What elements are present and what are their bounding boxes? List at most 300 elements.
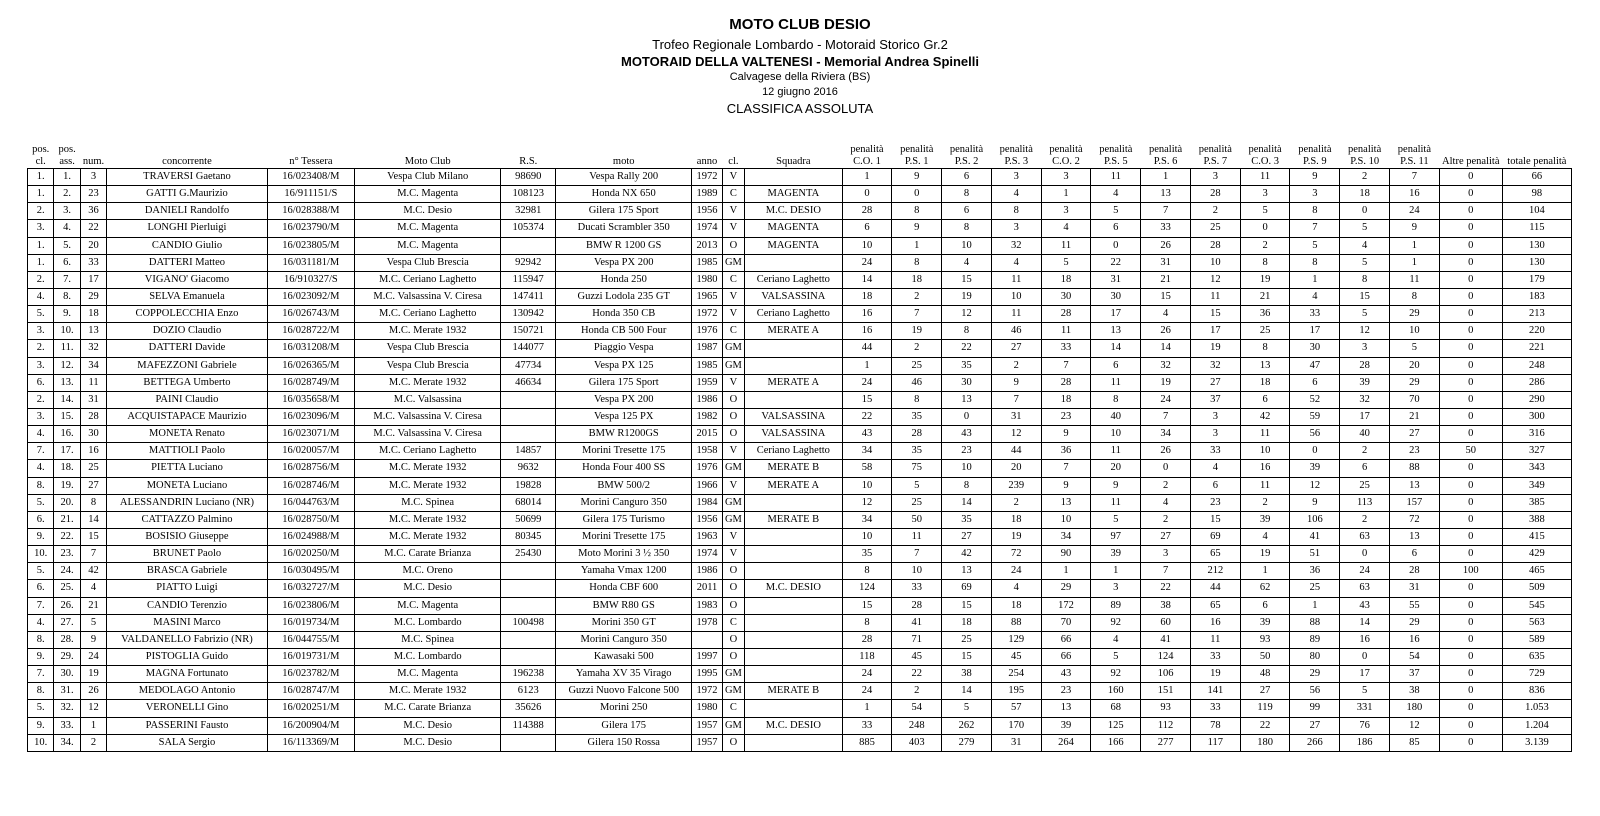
table-cell: 3 <box>1190 426 1240 443</box>
table-cell: 12 <box>1290 477 1340 494</box>
table-cell: 3 <box>1290 186 1340 203</box>
table-cell: 0 <box>1439 460 1502 477</box>
table-cell: 35 <box>942 511 992 528</box>
table-row <box>28 563 1572 580</box>
table-cell: ALESSANDRIN Luciano (NR) <box>107 494 267 511</box>
table-cell: 8 <box>80 494 106 511</box>
table-cell: 17 <box>1190 323 1240 340</box>
table-cell <box>501 563 556 580</box>
table-cell: 78 <box>1190 717 1240 734</box>
table-cell: 92 <box>1091 666 1141 683</box>
table-row <box>28 631 1572 648</box>
table-cell <box>501 631 556 648</box>
table-cell: 13 <box>942 563 992 580</box>
table-cell: 59 <box>1290 408 1340 425</box>
table-cell: 16. <box>54 426 80 443</box>
trophy-subtitle: Trofeo Regionale Lombardo - Motoraid Storico Gr.2 <box>652 37 948 52</box>
table-cell: Honda 250 <box>556 271 692 288</box>
table-cell: 27 <box>991 340 1041 357</box>
table-cell: 28. <box>54 631 80 648</box>
table-cell: 27 <box>1240 683 1290 700</box>
table-cell: 179 <box>1502 271 1571 288</box>
table-cell: 6 <box>1390 546 1440 563</box>
table-cell: M.C. Desio <box>355 580 501 597</box>
table-cell: 9 <box>1041 477 1091 494</box>
table-cell: 90 <box>1041 546 1091 563</box>
table-cell: 35 <box>892 408 942 425</box>
table-cell: 1 <box>1041 563 1091 580</box>
table-cell: 31 <box>991 408 1041 425</box>
table-cell: 43 <box>842 426 892 443</box>
table-cell: MERATE B <box>745 683 843 700</box>
table-cell: 17 <box>1340 408 1390 425</box>
table-cell: 35 <box>842 546 892 563</box>
table-cell: 24 <box>1390 203 1440 220</box>
table-cell: V <box>722 477 744 494</box>
table-cell: MAGENTA <box>745 237 843 254</box>
column-header: anno <box>692 138 722 169</box>
table-cell: 5 <box>1340 220 1390 237</box>
table-cell: 4. <box>28 614 54 631</box>
table-cell: 290 <box>1502 391 1571 408</box>
table-cell: 2 <box>1190 203 1240 220</box>
table-cell: 32 <box>80 340 106 357</box>
table-cell: MASINI Marco <box>107 614 267 631</box>
table-cell: 47 <box>1290 357 1340 374</box>
table-cell: 0 <box>1439 700 1502 717</box>
table-cell: 248 <box>1502 357 1571 374</box>
table-row <box>28 288 1572 305</box>
table-cell: 8. <box>28 477 54 494</box>
table-cell: 10 <box>1041 511 1091 528</box>
table-cell: Vespa Club Brescia <box>355 357 501 374</box>
table-cell: 35 <box>942 357 992 374</box>
table-cell: 0 <box>1439 631 1502 648</box>
table-cell: 80345 <box>501 528 556 545</box>
table-cell: GM <box>722 494 744 511</box>
table-cell: 12 <box>1390 717 1440 734</box>
table-cell <box>745 254 843 271</box>
table-cell: 18 <box>842 288 892 305</box>
table-cell: Vespa Rally 200 <box>556 169 692 186</box>
table-cell: Morini Tresette 175 <box>556 528 692 545</box>
table-cell: 92 <box>1091 614 1141 631</box>
table-cell: 34 <box>80 357 106 374</box>
table-cell: BRASCA Gabriele <box>107 563 267 580</box>
table-cell: 29. <box>54 648 80 665</box>
table-cell: 50699 <box>501 511 556 528</box>
table-cell: 1985 <box>692 254 722 271</box>
table-cell: 9 <box>1390 220 1440 237</box>
table-cell: Gilera 175 <box>556 717 692 734</box>
table-cell: 170 <box>991 717 1041 734</box>
table-cell: 7 <box>991 391 1041 408</box>
table-cell: MERATE B <box>745 511 843 528</box>
table-cell: 6. <box>28 374 54 391</box>
table-row <box>28 203 1572 220</box>
table-cell: 33 <box>1141 220 1191 237</box>
table-cell: 5 <box>1340 254 1390 271</box>
table-cell: O <box>722 563 744 580</box>
table-cell: 80 <box>1290 648 1340 665</box>
table-cell: 11 <box>1091 443 1141 460</box>
table-cell: 343 <box>1502 460 1571 477</box>
table-cell: 18 <box>991 511 1041 528</box>
table-cell: 41 <box>1141 631 1191 648</box>
table-cell: MAFEZZONI Gabriele <box>107 357 267 374</box>
table-cell: 2 <box>1240 494 1290 511</box>
table-cell: 16/023806/M <box>267 597 354 614</box>
table-cell: O <box>722 237 744 254</box>
table-cell: 39 <box>1091 546 1141 563</box>
table-cell: 8 <box>892 203 942 220</box>
table-cell: 24 <box>842 254 892 271</box>
table-cell: 129 <box>991 631 1041 648</box>
table-cell: 11 <box>1091 374 1141 391</box>
table-cell: 212 <box>1190 563 1240 580</box>
table-cell: GM <box>722 460 744 477</box>
table-cell: Ceriano Laghetto <box>745 271 843 288</box>
table-cell: V <box>722 443 744 460</box>
table-cell: MERATE A <box>745 323 843 340</box>
table-cell: 12 <box>1340 323 1390 340</box>
table-cell: 4 <box>80 580 106 597</box>
table-cell: 8 <box>1340 271 1390 288</box>
table-cell: 11 <box>1091 494 1141 511</box>
table-cell: 3 <box>1041 203 1091 220</box>
table-cell: MAGNA Fortunato <box>107 666 267 683</box>
table-cell: 5 <box>80 614 106 631</box>
table-cell: 16/020057/M <box>267 443 354 460</box>
table-cell: 15 <box>942 648 992 665</box>
table-cell: 13 <box>1390 528 1440 545</box>
table-row <box>28 511 1572 528</box>
table-cell: 33 <box>842 717 892 734</box>
table-cell: 34 <box>842 443 892 460</box>
table-cell: 15 <box>842 391 892 408</box>
table-cell: Ducati Scrambler 350 <box>556 220 692 237</box>
table-cell: Vespa Club Milano <box>355 169 501 186</box>
table-cell: M.C. Merate 1932 <box>355 374 501 391</box>
table-cell: 36 <box>1240 306 1290 323</box>
table-cell: 10 <box>1091 426 1141 443</box>
table-cell: 5 <box>1340 306 1390 323</box>
table-cell: M.C. Magenta <box>355 666 501 683</box>
table-cell: 1 <box>892 237 942 254</box>
table-cell: 10 <box>1240 443 1290 460</box>
table-cell: 2 <box>991 494 1041 511</box>
table-cell <box>745 340 843 357</box>
table-cell: 36 <box>80 203 106 220</box>
event-title: MOTORAID DELLA VALTENESI - Memorial Andrea Spinelli <box>620 54 979 69</box>
table-cell: 52 <box>1290 391 1340 408</box>
table-cell: 42 <box>942 546 992 563</box>
table-row <box>28 597 1572 614</box>
table-cell <box>745 734 843 751</box>
table-cell: 0 <box>1439 254 1502 271</box>
table-cell: 9 <box>991 374 1041 391</box>
table-cell: Vespa 125 PX <box>556 408 692 425</box>
table-cell: 2 <box>991 357 1041 374</box>
table-cell: 5. <box>28 306 54 323</box>
table-cell: 16/028746/M <box>267 477 354 494</box>
table-cell <box>745 494 843 511</box>
table-cell: 254 <box>991 666 1041 683</box>
table-cell: 11. <box>54 340 80 357</box>
table-cell: 1. <box>28 237 54 254</box>
table-cell: 45 <box>991 648 1041 665</box>
table-cell: 12. <box>54 357 80 374</box>
column-header: moto <box>556 138 692 169</box>
table-cell: 32 <box>1141 357 1191 374</box>
column-header: pos. cl. <box>28 138 54 169</box>
table-cell: 26. <box>54 597 80 614</box>
table-cell: 7. <box>28 443 54 460</box>
table-cell: 1986 <box>692 391 722 408</box>
table-cell: 7 <box>1141 408 1191 425</box>
table-cell: 29 <box>80 288 106 305</box>
table-cell: 93 <box>1240 631 1290 648</box>
table-cell: C <box>722 614 744 631</box>
table-cell: 20 <box>1091 460 1141 477</box>
table-cell: 7 <box>1290 220 1340 237</box>
table-cell <box>501 391 556 408</box>
table-row <box>28 323 1572 340</box>
table-cell: 1966 <box>692 477 722 494</box>
column-header: penalità P.S. 7 <box>1190 138 1240 169</box>
table-cell: 6 <box>942 169 992 186</box>
table-cell: 16/023408/M <box>267 169 354 186</box>
table-cell: 16/035658/M <box>267 391 354 408</box>
table-cell: 124 <box>842 580 892 597</box>
table-cell: 31 <box>1141 254 1191 271</box>
table-cell: 63 <box>1340 528 1390 545</box>
table-cell: 0 <box>1439 648 1502 665</box>
table-cell: 48 <box>1240 666 1290 683</box>
table-cell: 54 <box>892 700 942 717</box>
column-header: pos. ass. <box>54 138 80 169</box>
table-row <box>28 494 1572 511</box>
table-cell: 10 <box>1190 254 1240 271</box>
table-cell: BMW R 1200 GS <box>556 237 692 254</box>
table-cell: 0 <box>1141 460 1191 477</box>
table-cell: 15 <box>942 271 992 288</box>
table-cell: 27. <box>54 614 80 631</box>
table-cell: 28 <box>1041 306 1091 323</box>
table-cell: V <box>722 203 744 220</box>
table-cell: 6 <box>1340 460 1390 477</box>
table-cell: 7. <box>54 271 80 288</box>
table-cell: 239 <box>991 477 1041 494</box>
table-cell: 3.139 <box>1502 734 1571 751</box>
table-cell: 75 <box>892 460 942 477</box>
table-cell: 41 <box>892 614 942 631</box>
table-cell: 10 <box>1390 323 1440 340</box>
table-cell: 1.204 <box>1502 717 1571 734</box>
table-cell: 10. <box>54 323 80 340</box>
table-cell: 5 <box>1290 237 1340 254</box>
table-cell: 7 <box>1141 563 1191 580</box>
table-cell: 7 <box>1041 357 1091 374</box>
column-header: penalità P.S. 5 <box>1091 138 1141 169</box>
table-cell: 16 <box>1390 186 1440 203</box>
table-cell: 10 <box>942 237 992 254</box>
table-cell: 1983 <box>692 597 722 614</box>
table-cell: 23 <box>1041 408 1091 425</box>
table-cell: 125 <box>1091 717 1141 734</box>
table-cell: 39 <box>1041 717 1091 734</box>
table-cell: 166 <box>1091 734 1141 751</box>
table-cell: Vespa Club Brescia <box>355 340 501 357</box>
table-cell: 6 <box>1091 357 1141 374</box>
table-cell: 8 <box>1240 254 1290 271</box>
table-cell: 16/019734/M <box>267 614 354 631</box>
table-cell: V <box>722 546 744 563</box>
table-cell: 0 <box>1439 408 1502 425</box>
table-cell: 12 <box>942 306 992 323</box>
table-cell: 18 <box>80 306 106 323</box>
table-cell: 33 <box>1041 340 1091 357</box>
table-cell: PIATTO Luigi <box>107 580 267 597</box>
table-cell: 24 <box>1340 563 1390 580</box>
table-cell: 25 <box>1190 220 1240 237</box>
table-row <box>28 666 1572 683</box>
table-cell: M.C. Ceriano Laghetto <box>355 443 501 460</box>
table-cell: 26 <box>1141 323 1191 340</box>
table-cell: 28 <box>842 631 892 648</box>
column-header: concorrente <box>107 138 267 169</box>
table-cell: 27 <box>1141 528 1191 545</box>
table-cell: 5 <box>892 477 942 494</box>
table-cell: 11 <box>1190 288 1240 305</box>
table-cell: 16/019731/M <box>267 648 354 665</box>
table-cell: 8 <box>842 614 892 631</box>
table-cell: M.C. DESIO <box>745 717 843 734</box>
table-cell: 20 <box>991 460 1041 477</box>
table-cell: 19 <box>991 528 1041 545</box>
table-cell: 17 <box>1091 306 1141 323</box>
table-cell: VERONELLI Gino <box>107 700 267 717</box>
table-cell: 8 <box>942 186 992 203</box>
table-cell: 0 <box>1439 323 1502 340</box>
table-cell <box>501 597 556 614</box>
table-cell: 1 <box>842 169 892 186</box>
table-cell: 13 <box>1041 494 1091 511</box>
table-cell: M.C. Desio <box>355 717 501 734</box>
table-cell: 3. <box>28 323 54 340</box>
table-cell: 0 <box>1439 734 1502 751</box>
table-cell: 9 <box>1290 494 1340 511</box>
table-row <box>28 186 1572 203</box>
table-row <box>28 169 1572 186</box>
table-cell: O <box>722 580 744 597</box>
table-cell: 17. <box>54 443 80 460</box>
table-cell: 545 <box>1502 597 1571 614</box>
table-row <box>28 426 1572 443</box>
table-cell: BETTEGA Umberto <box>107 374 267 391</box>
table-cell: GATTI G.Maurizio <box>107 186 267 203</box>
table-cell: 7. <box>28 597 54 614</box>
table-cell: 105374 <box>501 220 556 237</box>
table-cell: 8. <box>54 288 80 305</box>
table-cell: 69 <box>942 580 992 597</box>
table-cell: MATTIOLI Paolo <box>107 443 267 460</box>
table-cell <box>745 357 843 374</box>
table-cell: O <box>722 391 744 408</box>
column-header: n° Tessera <box>267 138 354 169</box>
table-cell: 42 <box>80 563 106 580</box>
table-cell: 34 <box>842 511 892 528</box>
table-row <box>28 408 1572 425</box>
table-cell: M.C. Carate Brianza <box>355 700 501 717</box>
table-cell: 0 <box>1439 271 1502 288</box>
table-cell: 113 <box>1340 494 1390 511</box>
table-cell: 3 <box>1240 186 1290 203</box>
table-cell: 1980 <box>692 271 722 288</box>
table-cell: 0 <box>1439 288 1502 305</box>
table-cell: 21 <box>80 597 106 614</box>
table-cell: 7 <box>892 546 942 563</box>
table-cell: 37 <box>1190 391 1240 408</box>
table-cell: 8 <box>1240 340 1290 357</box>
table-cell <box>745 700 843 717</box>
results-header <box>28 138 1572 169</box>
table-cell: BMW R1200GS <box>556 426 692 443</box>
table-cell: 16/020251/M <box>267 700 354 717</box>
table-cell: 44 <box>1190 580 1240 597</box>
event-location: Calvagese della Riviera (BS) <box>729 71 871 83</box>
table-cell: 300 <box>1502 408 1571 425</box>
table-cell: 0 <box>1290 443 1340 460</box>
table-cell: 70 <box>1390 391 1440 408</box>
table-cell: 65 <box>1190 546 1240 563</box>
table-cell: 0 <box>1439 614 1502 631</box>
table-cell: M.C. DESIO <box>745 580 843 597</box>
table-cell: 30 <box>1290 340 1340 357</box>
table-cell: 6123 <box>501 683 556 700</box>
table-cell: 1989 <box>692 186 722 203</box>
table-cell: 16/023071/M <box>267 426 354 443</box>
table-cell: 327 <box>1502 443 1571 460</box>
table-cell: V <box>722 220 744 237</box>
table-cell: 28 <box>80 408 106 425</box>
table-row <box>28 391 1572 408</box>
table-cell: M.C. Desio <box>355 203 501 220</box>
table-cell: 1985 <box>692 357 722 374</box>
table-cell: 11 <box>80 374 106 391</box>
table-cell: 89 <box>1091 597 1141 614</box>
table-cell: Vespa PX 200 <box>556 391 692 408</box>
table-cell: CATTAZZO Palmino <box>107 511 267 528</box>
table-cell: 44 <box>842 340 892 357</box>
table-cell: 0 <box>1439 528 1502 545</box>
table-cell: 72 <box>991 546 1041 563</box>
table-cell: 213 <box>1502 306 1571 323</box>
table-cell: 27 <box>1290 717 1340 734</box>
table-row <box>28 580 1572 597</box>
table-cell: 27 <box>1190 374 1240 391</box>
table-cell: Morini Canguro 350 <box>556 631 692 648</box>
column-header: Moto Club <box>355 138 501 169</box>
table-cell: 54 <box>1390 648 1440 665</box>
table-cell: 11 <box>1240 169 1290 186</box>
table-cell: 16/911151/S <box>267 186 354 203</box>
table-cell: 11 <box>1091 169 1141 186</box>
table-cell: 39 <box>1240 511 1290 528</box>
table-cell: 17 <box>80 271 106 288</box>
column-header: penalità C.O. 3 <box>1240 138 1290 169</box>
table-row <box>28 254 1572 271</box>
